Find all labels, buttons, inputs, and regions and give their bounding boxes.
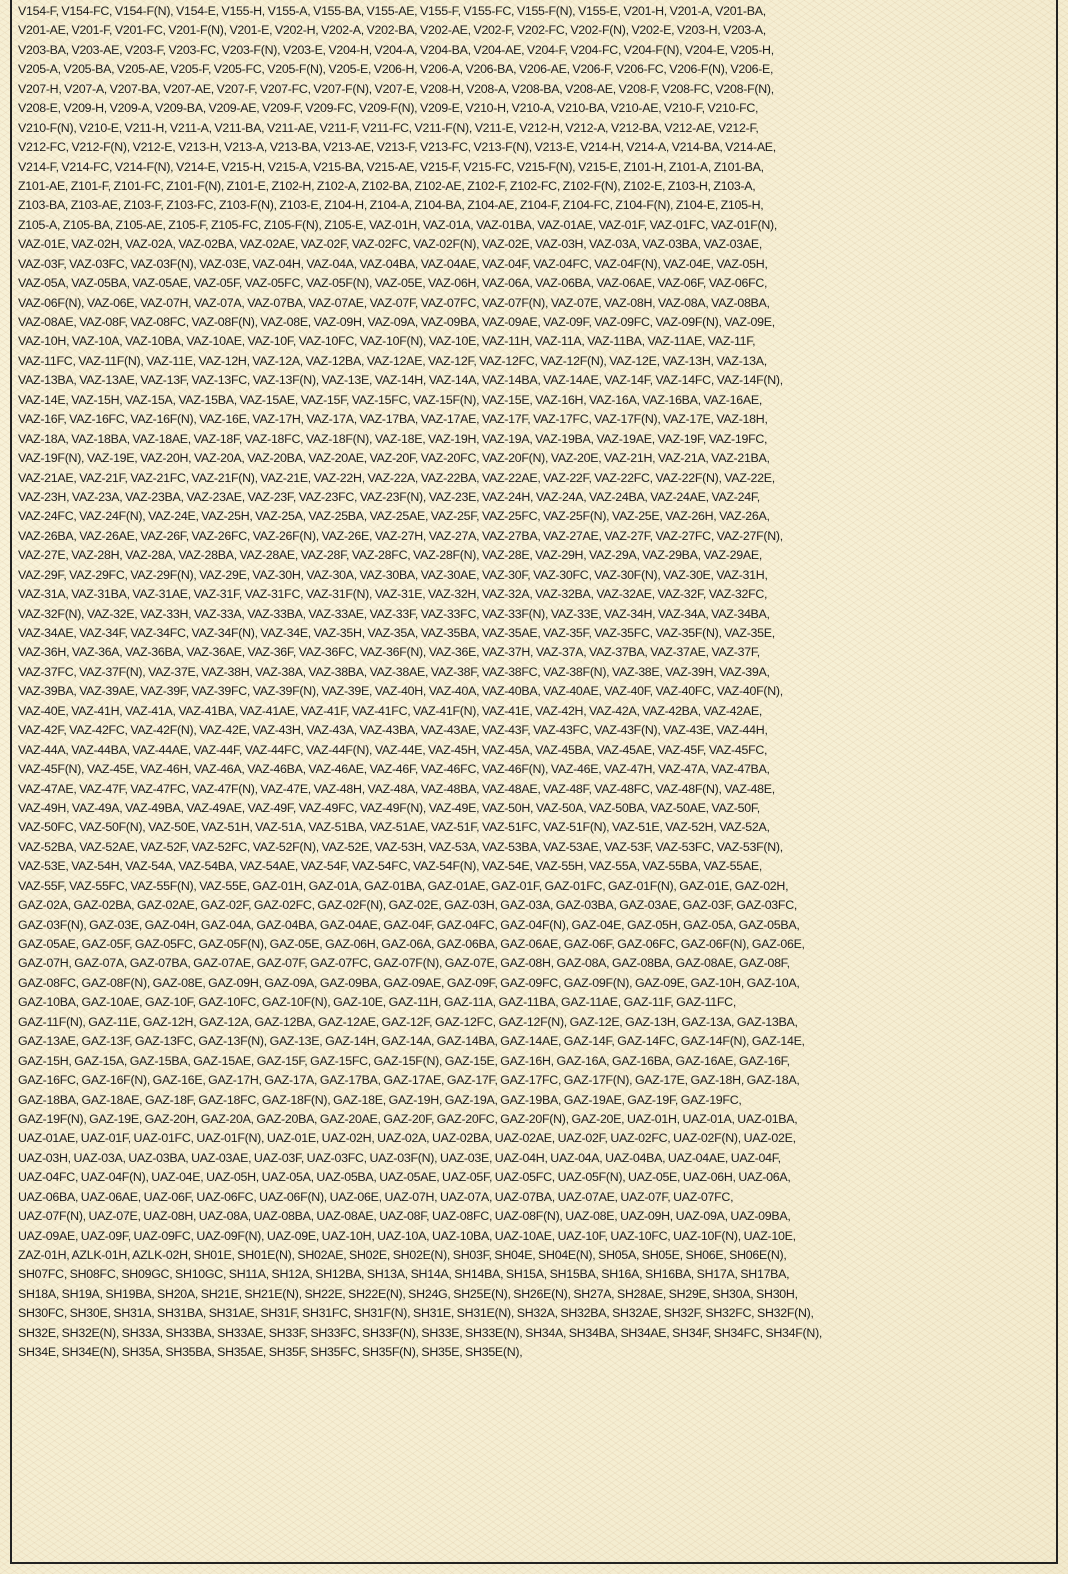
text-line: V214-F, V214-FC, V214-F(N), V214-E, V215-H, V215-A, V215-BA, V215-AE, V215-F, V215-FC, V215-F(N), V215-E, Z101-H, Z101-A, Z101-BA, (18, 159, 764, 174)
model-code-list (18, 2, 1052, 1363)
text-line: UAZ-01AE, UAZ-01F, UAZ-01FC, UAZ-01F(N), UAZ-01E, UAZ-02H, UAZ-02A, UAZ-02BA, UAZ-02AE, UAZ-02F, UAZ-02FC, UAZ-02F(N), UAZ-02E, (18, 1131, 796, 1146)
text-line: V201-AE, V201-F, V201-FC, V201-F(N), V201-E, V202-H, V202-A, V202-BA, V202-AE, V202-F, V202-FC, V202-F(N), V202-E, V203-H, V203-A, (18, 23, 766, 38)
text-line: Z103-BA, Z103-AE, Z103-F, Z103-FC, Z103-F(N), Z103-E, Z104-H, Z104-A, Z104-BA, Z104-AE, Z104-F, Z104-FC, Z104-F(N), Z104-E, Z105-H, (18, 198, 764, 213)
text-line: Z105-A, Z105-BA, Z105-AE, Z105-F, Z105-FC, Z105-F(N), Z105-E, VAZ-01H, VAZ-01A, VAZ-01BA, VAZ-01AE, VAZ-01F, VAZ-01FC, VAZ-01F(N), (18, 217, 778, 232)
text-line: GAZ-19F(N), GAZ-19E, GAZ-20H, GAZ-20A, GAZ-20BA, GAZ-20AE, GAZ-20F, GAZ-20FC, GAZ-20F(N), GAZ-20E, UAZ-01H, UAZ-01A, UAZ-01BA, (18, 1111, 798, 1126)
text-line: GAZ-10BA, GAZ-10AE, GAZ-10F, GAZ-10FC, GAZ-10F(N), GAZ-10E, GAZ-11H, GAZ-11A, GAZ-11BA, GAZ-11AE, GAZ-11F, GAZ-11FC, (18, 995, 737, 1010)
text-line: UAZ-06BA, UAZ-06AE, UAZ-06F, UAZ-06FC, UAZ-06F(N), UAZ-06E, UAZ-07H, UAZ-07A, UAZ-07BA, UAZ-07AE, UAZ-07F, UAZ-07FC, (18, 1189, 734, 1204)
text-line: Z101-AE, Z101-F, Z101-FC, Z101-F(N), Z101-E, Z102-H, Z102-A, Z102-BA, Z102-AE, Z102-F, Z102-FC, Z102-F(N), Z102-E, Z103-H, Z103-A, (18, 178, 756, 193)
text-line: GAZ-03F(N), GAZ-03E, GAZ-04H, GAZ-04A, GAZ-04BA, GAZ-04AE, GAZ-04F, GAZ-04FC, GAZ-04F(N), GAZ-04E, GAZ-05H, GAZ-05A, GAZ-05BA, (18, 917, 800, 932)
text-line: VAZ-10H, VAZ-10A, VAZ-10BA, VAZ-10AE, VAZ-10F, VAZ-10FC, VAZ-10F(N), VAZ-10E, VAZ-11H, VAZ-11A, VAZ-11BA, VAZ-11AE, VAZ-11F, (18, 334, 756, 349)
text-line: VAZ-24FC, VAZ-24F(N), VAZ-24E, VAZ-25H, VAZ-25A, VAZ-25BA, VAZ-25AE, VAZ-25F, VAZ-25FC, VAZ-25F(N), VAZ-25E, VAZ-26H, VAZ-26A, (18, 509, 770, 524)
text-line: VAZ-32F(N), VAZ-32E, VAZ-33H, VAZ-33A, VAZ-33BA, VAZ-33AE, VAZ-33F, VAZ-33FC, VAZ-33F(N), VAZ-33E, VAZ-34H, VAZ-34A, VAZ-34BA, (18, 606, 770, 621)
text-line: VAZ-53E, VAZ-54H, VAZ-54A, VAZ-54BA, VAZ-54AE, VAZ-54F, VAZ-54FC, VAZ-54F(N), VAZ-54E, VAZ-55H, VAZ-55A, VAZ-55BA, VAZ-55AE, (18, 859, 763, 874)
text-line: UAZ-04FC, UAZ-04F(N), UAZ-04E, UAZ-05H, UAZ-05A, UAZ-05BA, UAZ-05AE, UAZ-05F, UAZ-05FC, UAZ-05F(N), UAZ-05E, UAZ-06H, UAZ-06A, (18, 1170, 791, 1185)
text-line: VAZ-21AE, VAZ-21F, VAZ-21FC, VAZ-21F(N), VAZ-21E, VAZ-22H, VAZ-22A, VAZ-22BA, VAZ-22AE, VAZ-22F, VAZ-22FC, VAZ-22F(N), VAZ-22E, (18, 470, 775, 485)
text-line: VAZ-19F(N), VAZ-19E, VAZ-20H, VAZ-20A, VAZ-20BA, VAZ-20AE, VAZ-20F, VAZ-20FC, VAZ-20F(N), VAZ-20E, VAZ-21H, VAZ-21A, VAZ-21BA, (18, 451, 770, 466)
text-line: VAZ-50FC, VAZ-50F(N), VAZ-50E, VAZ-51H, VAZ-51A, VAZ-51BA, VAZ-51AE, VAZ-51F, VAZ-51FC, VAZ-51F(N), VAZ-51E, VAZ-52H, VAZ-52A, (18, 820, 770, 835)
text-line: GAZ-02A, GAZ-02BA, GAZ-02AE, GAZ-02F, GAZ-02FC, GAZ-02F(N), GAZ-02E, GAZ-03H, GAZ-03A, GAZ-03BA, GAZ-03AE, GAZ-03F, GAZ-03FC, (18, 898, 798, 913)
text-line: GAZ-16FC, GAZ-16F(N), GAZ-16E, GAZ-17H, GAZ-17A, GAZ-17BA, GAZ-17AE, GAZ-17F, GAZ-17FC, GAZ-17F(N), GAZ-17E, GAZ-18H, GAZ-18A, (18, 1073, 800, 1088)
text-line: GAZ-08FC, GAZ-08F(N), GAZ-08E, GAZ-09H, GAZ-09A, GAZ-09BA, GAZ-09AE, GAZ-09F, GAZ-09FC, GAZ-09F(N), GAZ-09E, GAZ-10H, GAZ-10A, (18, 975, 800, 990)
text-line: VAZ-27E, VAZ-28H, VAZ-28A, VAZ-28BA, VAZ-28AE, VAZ-28F, VAZ-28FC, VAZ-28F(N), VAZ-28E, VAZ-29H, VAZ-29A, VAZ-29BA, VAZ-29AE, (18, 548, 763, 563)
text-line: VAZ-45F(N), VAZ-45E, VAZ-46H, VAZ-46A, VAZ-46BA, VAZ-46AE, VAZ-46F, VAZ-46FC, VAZ-46F(N), VAZ-46E, VAZ-47H, VAZ-47A, VAZ-47BA, (18, 762, 770, 777)
text-line: VAZ-13BA, VAZ-13AE, VAZ-13F, VAZ-13FC, VAZ-13F(N), VAZ-13E, VAZ-14H, VAZ-14A, VAZ-14BA, VAZ-14AE, VAZ-14F, VAZ-14FC, VAZ-14F(N), (18, 373, 783, 388)
text-line: VAZ-05A, VAZ-05BA, VAZ-05AE, VAZ-05F, VAZ-05FC, VAZ-05F(N), VAZ-05E, VAZ-06H, VAZ-06A, VAZ-06BA, VAZ-06AE, VAZ-06F, VAZ-06FC, (18, 276, 768, 291)
text-line: UAZ-09AE, UAZ-09F, UAZ-09FC, UAZ-09F(N), UAZ-09E, UAZ-10H, UAZ-10A, UAZ-10BA, UAZ-10AE, UAZ-10F, UAZ-10FC, UAZ-10F(N), UAZ-10E, (18, 1228, 796, 1243)
text-line: SH07FC, SH08FC, SH09GC, SH10GC, SH11A, SH12A, SH12BA, SH13A, SH14A, SH14BA, SH15A, SH15BA, SH16A, SH16BA, SH17A, SH17BA, (18, 1267, 790, 1282)
text-line: VAZ-39BA, VAZ-39AE, VAZ-39F, VAZ-39FC, VAZ-39F(N), VAZ-39E, VAZ-40H, VAZ-40A, VAZ-40BA, VAZ-40AE, VAZ-40F, VAZ-40FC, VAZ-40F(N), (18, 684, 783, 699)
text-line: V154-F, V154-FC, V154-F(N), V154-E, V155-H, V155-A, V155-BA, V155-AE, V155-F, V155-FC, V155-F(N), V155-E, V201-H, V201-A, V201-BA, (18, 4, 766, 18)
text-line: VAZ-11FC, VAZ-11F(N), VAZ-11E, VAZ-12H, VAZ-12A, VAZ-12BA, VAZ-12AE, VAZ-12F, VAZ-12FC, VAZ-12F(N), VAZ-12E, VAZ-13H, VAZ-13A, (18, 353, 767, 368)
text-line: SH34E, SH34E(N), SH35A, SH35BA, SH35AE, SH35F, SH35FC, SH35F(N), SH35E, SH35E(N), (18, 1345, 523, 1360)
text-line: VAZ-36H, VAZ-36A, VAZ-36BA, VAZ-36AE, VAZ-36F, VAZ-36FC, VAZ-36F(N), VAZ-36E, VAZ-37H, VAZ-37A, VAZ-37BA, VAZ-37AE, VAZ-37F, (18, 645, 760, 660)
text-line: VAZ-55F, VAZ-55FC, VAZ-55F(N), VAZ-55E, GAZ-01H, GAZ-01A, GAZ-01BA, GAZ-01AE, GAZ-01F, GAZ-01FC, GAZ-01F(N), GAZ-01E, GAZ-02H, (18, 878, 789, 893)
text-line: UAZ-07F(N), UAZ-07E, UAZ-08H, UAZ-08A, UAZ-08BA, UAZ-08AE, UAZ-08F, UAZ-08FC, UAZ-08F(N), UAZ-08E, UAZ-09H, UAZ-09A, UAZ-09BA, (18, 1209, 791, 1224)
text-line: VAZ-16F, VAZ-16FC, VAZ-16F(N), VAZ-16E, VAZ-17H, VAZ-17A, VAZ-17BA, VAZ-17AE, VAZ-17F, VAZ-17FC, VAZ-17F(N), VAZ-17E, VAZ-18H, (18, 412, 768, 427)
text-line: VAZ-42F, VAZ-42FC, VAZ-42F(N), VAZ-42E, VAZ-43H, VAZ-43A, VAZ-43BA, VAZ-43AE, VAZ-43F, VAZ-43FC, VAZ-43F(N), VAZ-43E, VAZ-44H, (18, 723, 768, 738)
text-line: VAZ-14E, VAZ-15H, VAZ-15A, VAZ-15BA, VAZ-15AE, VAZ-15F, VAZ-15FC, VAZ-15F(N), VAZ-15E, VAZ-16H, VAZ-16A, VAZ-16BA, VAZ-16AE, (18, 392, 763, 407)
text-line: VAZ-31A, VAZ-31BA, VAZ-31AE, VAZ-31F, VAZ-31FC, VAZ-31F(N), VAZ-31E, VAZ-32H, VAZ-32A, VAZ-32BA, VAZ-32AE, VAZ-32F, VAZ-32FC, (18, 587, 768, 602)
document-page (10, 0, 1058, 1564)
text-line: VAZ-03F, VAZ-03FC, VAZ-03F(N), VAZ-03E, VAZ-04H, VAZ-04A, VAZ-04BA, VAZ-04AE, VAZ-04F, VAZ-04FC, VAZ-04F(N), VAZ-04E, VAZ-05H, (18, 256, 768, 271)
text-line: SH30FC, SH30E, SH31A, SH31BA, SH31AE, SH31F, SH31FC, SH31F(N), SH31E, SH31E(N), SH32A, SH32BA, SH32AE, SH32F, SH32FC, SH32F(N), (18, 1306, 814, 1321)
text-line: VAZ-06F(N), VAZ-06E, VAZ-07H, VAZ-07A, VAZ-07BA, VAZ-07AE, VAZ-07F, VAZ-07FC, VAZ-07F(N), VAZ-07E, VAZ-08H, VAZ-08A, VAZ-08BA, (18, 295, 770, 310)
text-line: SH18A, SH19A, SH19BA, SH20A, SH21E, SH21E(N), SH22E, SH22E(N), SH24G, SH25E(N), SH26E(N), SH27A, SH28AE, SH29E, SH30A, SH30H, (18, 1286, 798, 1301)
text-line: V205-A, V205-BA, V205-AE, V205-F, V205-FC, V205-F(N), V205-E, V206-H, V206-A, V206-BA, V206-AE, V206-F, V206-FC, V206-F(N), V206-E, (18, 62, 774, 77)
text-line: VAZ-34AE, VAZ-34F, VAZ-34FC, VAZ-34F(N), VAZ-34E, VAZ-35H, VAZ-35A, VAZ-35BA, VAZ-35AE, VAZ-35F, VAZ-35FC, VAZ-35F(N), VAZ-35E, (18, 626, 775, 640)
text-line: VAZ-40E, VAZ-41H, VAZ-41A, VAZ-41BA, VAZ-41AE, VAZ-41F, VAZ-41FC, VAZ-41F(N), VAZ-41E, VAZ-42H, VAZ-42A, VAZ-42BA, VAZ-42AE, (18, 703, 763, 718)
text-line: SH32E, SH32E(N), SH33A, SH33BA, SH33AE, SH33F, SH33FC, SH33F(N), SH33E, SH33E(N), SH34A, SH34BA, SH34AE, SH34F, SH34FC, SH34F(N), (18, 1325, 823, 1340)
text-line: V203-BA, V203-AE, V203-F, V203-FC, V203-F(N), V203-E, V204-H, V204-A, V204-BA, V204-AE, V204-F, V204-FC, V204-F(N), V204-E, V205-H, (18, 42, 774, 57)
text-line: GAZ-11F(N), GAZ-11E, GAZ-12H, GAZ-12A, GAZ-12BA, GAZ-12AE, GAZ-12F, GAZ-12FC, GAZ-12F(N), GAZ-12E, GAZ-13H, GAZ-13A, GAZ-13BA, (18, 1014, 798, 1029)
text-line: VAZ-44A, VAZ-44BA, VAZ-44AE, VAZ-44F, VAZ-44FC, VAZ-44F(N), VAZ-44E, VAZ-45H, VAZ-45A, VAZ-45BA, VAZ-45AE, VAZ-45F, VAZ-45FC, (18, 742, 768, 757)
text-line: VAZ-29F, VAZ-29FC, VAZ-29F(N), VAZ-29E, VAZ-30H, VAZ-30A, VAZ-30BA, VAZ-30AE, VAZ-30F, VAZ-30FC, VAZ-30F(N), VAZ-30E, VAZ-31H, (18, 567, 768, 582)
text-line: V208-E, V209-H, V209-A, V209-BA, V209-AE, V209-F, V209-FC, V209-F(N), V209-E, V210-H, V210-A, V210-BA, V210-AE, V210-F, V210-FC, (18, 101, 759, 116)
text-line: V210-F(N), V210-E, V211-H, V211-A, V211-BA, V211-AE, V211-F, V211-FC, V211-F(N), V211-E, V212-H, V212-A, V212-BA, V212-AE, V212-F, (18, 120, 759, 135)
text-line: ZAZ-01H, AZLK-01H, AZLK-02H, SH01E, SH01E(N), SH02AE, SH02E, SH02E(N), SH03F, SH04E, SH04E(N), SH05A, SH05E, SH06E, SH06E(N), (18, 1248, 787, 1262)
text-line: VAZ-23H, VAZ-23A, VAZ-23BA, VAZ-23AE, VAZ-23F, VAZ-23FC, VAZ-23F(N), VAZ-23E, VAZ-24H, VAZ-24A, VAZ-24BA, VAZ-24AE, VAZ-24F, (18, 489, 760, 504)
text-line: VAZ-52BA, VAZ-52AE, VAZ-52F, VAZ-52FC, VAZ-52F(N), VAZ-52E, VAZ-53H, VAZ-53A, VAZ-53BA, VAZ-53AE, VAZ-53F, VAZ-53FC, VAZ-53F(N), (18, 839, 783, 854)
text-line: UAZ-03H, UAZ-03A, UAZ-03BA, UAZ-03AE, UAZ-03F, UAZ-03FC, UAZ-03F(N), UAZ-03E, UAZ-04H, UAZ-04A, UAZ-04BA, UAZ-04AE, UAZ-04F, (18, 1150, 781, 1165)
text-line: VAZ-01E, VAZ-02H, VAZ-02A, VAZ-02BA, VAZ-02AE, VAZ-02F, VAZ-02FC, VAZ-02F(N), VAZ-02E, VAZ-03H, VAZ-03A, VAZ-03BA, VAZ-03AE, (18, 237, 763, 252)
text-line: GAZ-15H, GAZ-15A, GAZ-15BA, GAZ-15AE, GAZ-15F, GAZ-15FC, GAZ-15F(N), GAZ-15E, GAZ-16H, GAZ-16A, GAZ-16BA, GAZ-16AE, GAZ-16F, (18, 1053, 790, 1068)
text-line: VAZ-47AE, VAZ-47F, VAZ-47FC, VAZ-47F(N), VAZ-47E, VAZ-48H, VAZ-48A, VAZ-48BA, VAZ-48AE, VAZ-48F, VAZ-48FC, VAZ-48F(N), VAZ-48E, (18, 781, 775, 796)
text-line: VAZ-26BA, VAZ-26AE, VAZ-26F, VAZ-26FC, VAZ-26F(N), VAZ-26E, VAZ-27H, VAZ-27A, VAZ-27BA, VAZ-27AE, VAZ-27F, VAZ-27FC, VAZ-27F(N), (18, 528, 783, 543)
text-line: VAZ-37FC, VAZ-37F(N), VAZ-37E, VAZ-38H, VAZ-38A, VAZ-38BA, VAZ-38AE, VAZ-38F, VAZ-38FC, VAZ-38F(N), VAZ-38E, VAZ-39H, VAZ-39A, (18, 664, 770, 679)
text-line: GAZ-18BA, GAZ-18AE, GAZ-18F, GAZ-18FC, GAZ-18F(N), GAZ-18E, GAZ-19H, GAZ-19A, GAZ-19BA, GAZ-19AE, GAZ-19F, GAZ-19FC, (18, 1092, 742, 1107)
text-line: V212-FC, V212-F(N), V212-E, V213-H, V213-A, V213-BA, V213-AE, V213-F, V213-FC, V213-F(N), V213-E, V214-H, V214-A, V214-BA, V214-AE, (18, 140, 776, 155)
text-line: GAZ-13AE, GAZ-13F, GAZ-13FC, GAZ-13F(N), GAZ-13E, GAZ-14H, GAZ-14A, GAZ-14BA, GAZ-14AE, GAZ-14F, GAZ-14FC, GAZ-14F(N), GAZ-14E, (18, 1034, 805, 1049)
text-line: VAZ-49H, VAZ-49A, VAZ-49BA, VAZ-49AE, VAZ-49F, VAZ-49FC, VAZ-49F(N), VAZ-49E, VAZ-50H, VAZ-50A, VAZ-50BA, VAZ-50AE, VAZ-50F, (18, 800, 760, 815)
text-line: GAZ-05AE, GAZ-05F, GAZ-05FC, GAZ-05F(N), GAZ-05E, GAZ-06H, GAZ-06A, GAZ-06BA, GAZ-06AE, GAZ-06F, GAZ-06FC, GAZ-06F(N), GAZ-06E, (18, 937, 805, 951)
text-line: VAZ-18A, VAZ-18BA, VAZ-18AE, VAZ-18F, VAZ-18FC, VAZ-18F(N), VAZ-18E, VAZ-19H, VAZ-19A, VAZ-19BA, VAZ-19AE, VAZ-19F, VAZ-19FC, (18, 431, 768, 446)
text-line: GAZ-07H, GAZ-07A, GAZ-07BA, GAZ-07AE, GAZ-07F, GAZ-07FC, GAZ-07F(N), GAZ-07E, GAZ-08H, GAZ-08A, GAZ-08BA, GAZ-08AE, GAZ-08F, (18, 956, 790, 971)
text-line: VAZ-08AE, VAZ-08F, VAZ-08FC, VAZ-08F(N), VAZ-08E, VAZ-09H, VAZ-09A, VAZ-09BA, VAZ-09AE, VAZ-09F, VAZ-09FC, VAZ-09F(N), VAZ-09E, (18, 315, 775, 329)
text-line: V207-H, V207-A, V207-BA, V207-AE, V207-F, V207-FC, V207-F(N), V207-E, V208-H, V208-A, V208-BA, V208-AE, V208-F, V208-FC, V208-F(N), (18, 81, 774, 96)
